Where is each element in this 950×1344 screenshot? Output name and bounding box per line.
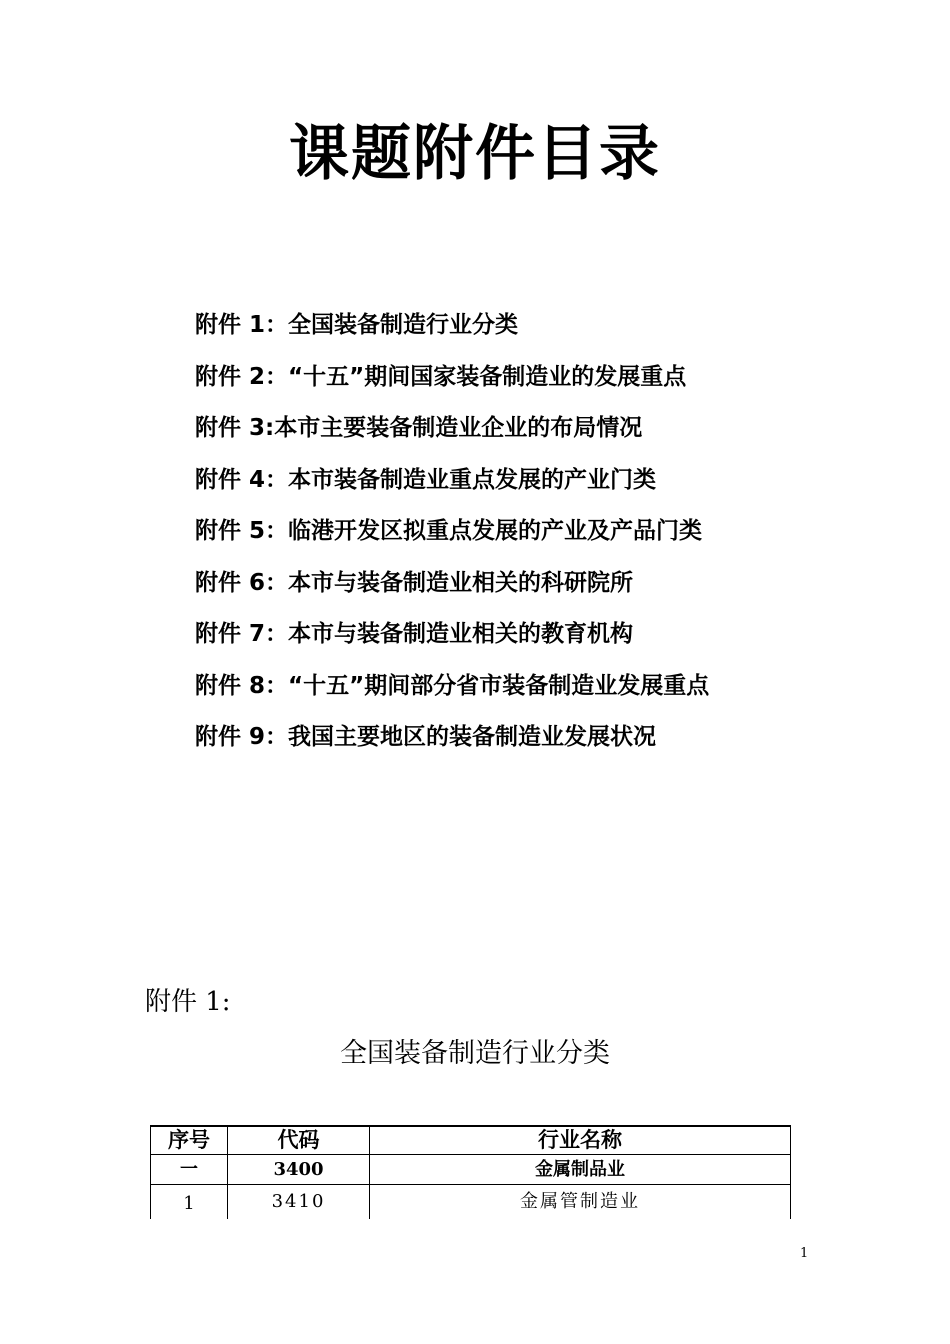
toc-item-2: 附件 2：“十五”期间国家装备制造业的发展重点 <box>195 363 687 390</box>
industry-classification-table <box>150 1125 791 1219</box>
toc-item-3: 附件 3:本市主要装备制造业企业的布局情况 <box>195 415 643 441</box>
appendix-1-title: 全国装备制造行业分类 <box>340 1038 610 1069</box>
toc-item-8: 附件 8：“十五”期间部分省市装备制造业发展重点 <box>195 672 710 699</box>
toc-item-5: 附件 5：临港开发区拟重点发展的产业及产品门类 <box>195 518 703 544</box>
toc-item-4: 附件 4：本市装备制造业重点发展的产业门类 <box>195 466 657 493</box>
toc-item-6: 附件 6：本市与装备制造业相关的科研院所 <box>195 569 634 596</box>
cell-industry-name: 金属制品业 <box>370 1155 791 1185</box>
appendix-1-label: 附件 1: <box>145 987 231 1017</box>
toc-item-9: 附件 9：我国主要地区的装备制造业发展状况 <box>195 724 657 750</box>
cell-industry-name: 金属管制造业 <box>370 1185 791 1220</box>
cell-code: 3410 <box>228 1185 370 1220</box>
toc-item-1: 附件 1：全国装备制造行业分类 <box>195 312 519 338</box>
page-number: 1 <box>800 1246 809 1261</box>
document-title: 课题附件目录 <box>289 119 661 189</box>
header-sequence: 序号 <box>151 1126 228 1155</box>
header-code: 代码 <box>228 1126 370 1155</box>
cell-sequence: 一 <box>151 1155 228 1185</box>
cell-code: 3400 <box>228 1155 370 1185</box>
table-header-row <box>151 1126 791 1155</box>
table-row <box>151 1185 791 1220</box>
toc-item-7: 附件 7：本市与装备制造业相关的教育机构 <box>195 621 634 647</box>
cell-sequence: 1 <box>151 1185 228 1220</box>
table-row <box>151 1155 791 1185</box>
header-industry-name: 行业名称 <box>370 1126 791 1155</box>
attachment-table-of-contents <box>195 308 709 772</box>
